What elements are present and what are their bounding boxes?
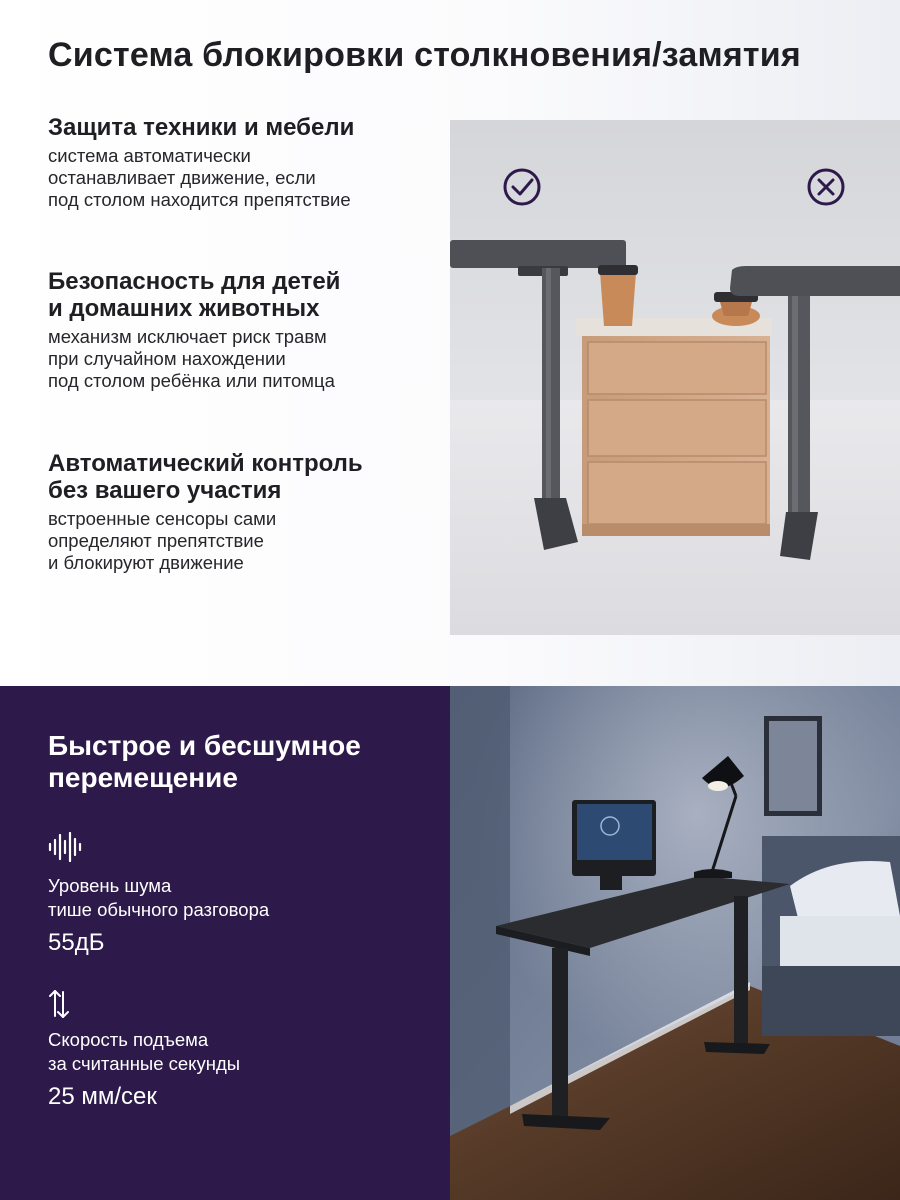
feature-auto-control bbox=[48, 450, 438, 574]
spec-label: Уровень шума тише обычного разговора bbox=[48, 875, 270, 920]
feature-equipment-protection bbox=[48, 114, 438, 211]
speed-noise-section bbox=[0, 686, 900, 1200]
spec-value: 55дБ bbox=[48, 929, 105, 956]
up-down-arrows-icon bbox=[48, 988, 70, 1025]
page-title: Система блокировки столкновения/замятия bbox=[48, 36, 801, 74]
feature-title: Защита техники и мебели bbox=[48, 114, 355, 141]
feature-title: Безопасность для детей и домашних животных bbox=[48, 268, 341, 322]
feature-description: механизм исключает риск травм при случайном нахождении под столом ребёнка или питомца bbox=[48, 326, 335, 391]
spec-value: 25 мм/сек bbox=[48, 1083, 157, 1110]
feature-description: система автоматически останавливает движение, если под столом находится препятствие bbox=[48, 145, 351, 210]
sound-wave-icon bbox=[48, 832, 82, 867]
feature-title: Автоматический контроль без вашего участия bbox=[48, 450, 363, 504]
feature-child-safety bbox=[48, 268, 438, 392]
desk-room-photo bbox=[450, 686, 900, 1200]
lift-speed-spec bbox=[48, 1028, 428, 1112]
collision-demo-photo bbox=[450, 120, 900, 635]
spec-label: Скорость подъема за считанные секунды bbox=[48, 1029, 241, 1074]
feature-description: встроенные сенсоры сами определяют препятствие и блокируют движение bbox=[48, 508, 277, 573]
noise-level-spec bbox=[48, 874, 428, 958]
section-title: Быстрое и бесшумное перемещение bbox=[48, 730, 361, 793]
